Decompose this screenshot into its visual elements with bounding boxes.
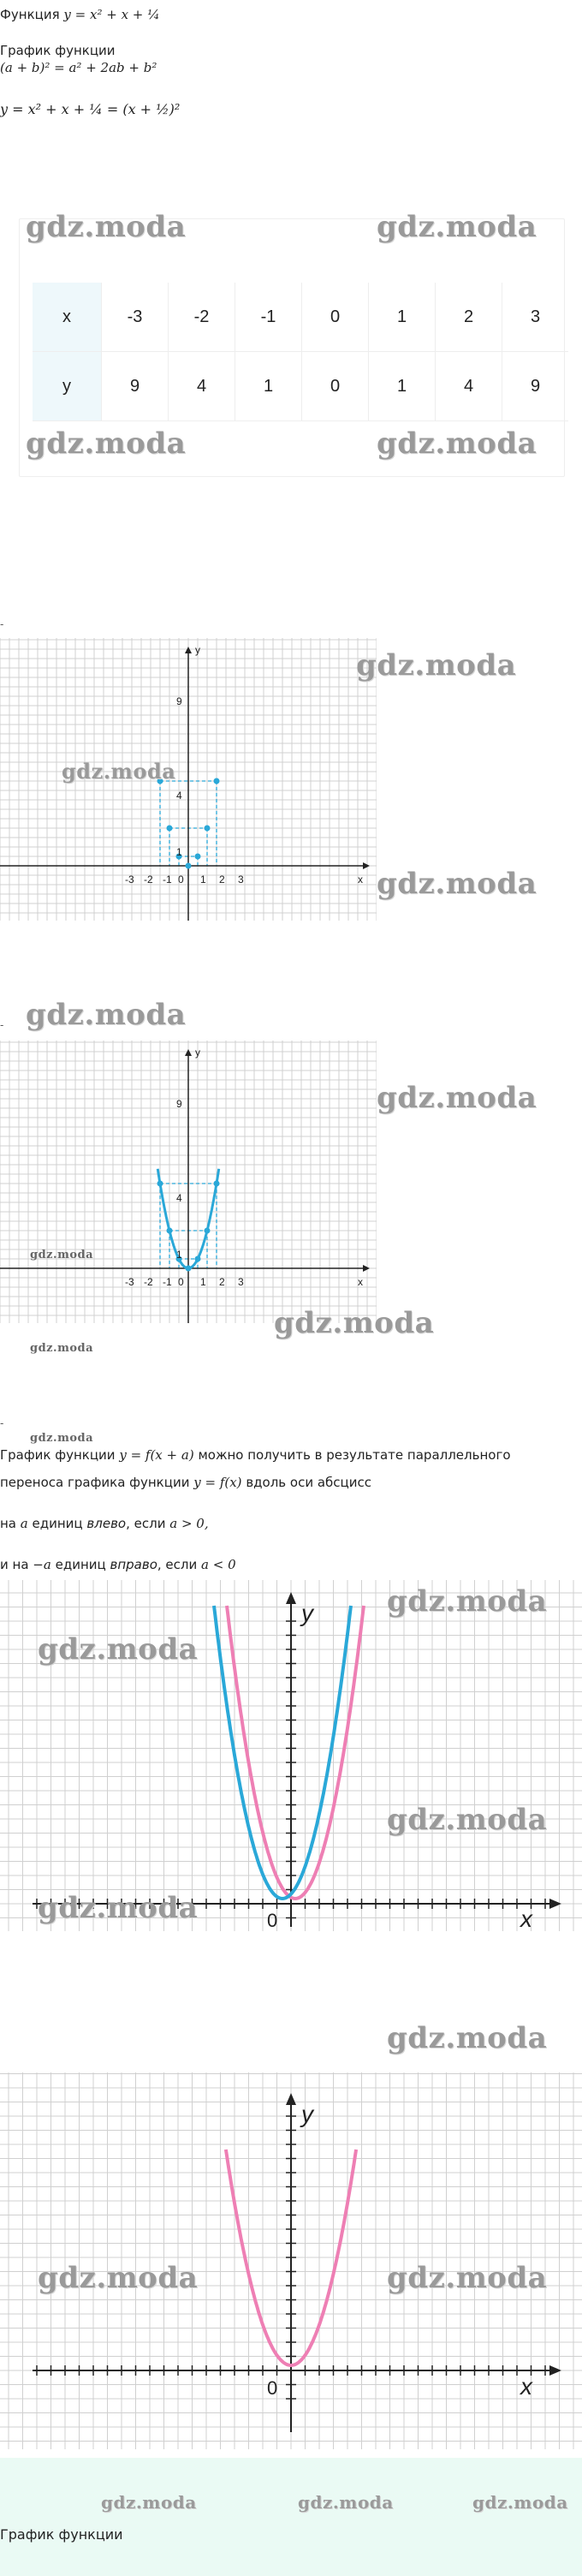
y-arrow-icon [185, 647, 192, 653]
formula: a [20, 1516, 28, 1531]
tick-label: -2 [144, 1276, 153, 1288]
tick-label: -2 [144, 874, 153, 886]
formula: a < 0 [201, 1557, 236, 1572]
watermark: gdz.moda [377, 210, 537, 244]
watermark: gdz.moda [101, 2492, 197, 2513]
table-cell: 0 [302, 283, 369, 352]
table-cell: -2 [169, 283, 235, 352]
y-arrow-icon [185, 1049, 192, 1056]
square-formula: (a + b)² = a² + 2ab + b² [0, 60, 157, 75]
table-cell: 0 [302, 352, 369, 421]
y-arrow-icon [286, 2093, 296, 2105]
tick-label: -1 [163, 1276, 172, 1288]
tick-label: 9 [176, 695, 182, 707]
text: и на [0, 1557, 29, 1572]
watermark: gdz.moda [387, 2261, 548, 2295]
watermark: gdz.moda [387, 1584, 548, 1619]
footer-title: График функции [0, 2526, 123, 2543]
y-axis-label: y [195, 1046, 200, 1058]
watermark: gdz.moda [387, 2021, 548, 2055]
watermark: gdz.moda [356, 648, 517, 683]
tick-label: -3 [125, 874, 134, 886]
tick-label: 1 [200, 874, 206, 886]
tick-label: 3 [238, 1276, 244, 1288]
y-arrow-icon [286, 1592, 296, 1604]
graph-title: График функции [0, 43, 116, 58]
tick-label: 0 [178, 874, 184, 886]
x-axis-label: x [358, 1276, 363, 1288]
header-text: Функция [0, 7, 60, 22]
text: единиц [32, 1516, 83, 1531]
shift-paragraph-1 [0, 1447, 511, 1463]
watermark: gdz.moda [26, 998, 187, 1032]
text: можно получить в результате параллельного [198, 1447, 511, 1463]
table-cell: 4 [436, 352, 502, 421]
emphasis: вправо [110, 1557, 157, 1572]
text: , если [157, 1557, 198, 1572]
table-cell: 4 [169, 352, 235, 421]
watermark: gdz.moda [30, 1432, 94, 1445]
text: на [0, 1516, 16, 1531]
text: , если [126, 1516, 166, 1531]
points-graph [0, 638, 377, 921]
tick-label: 4 [176, 1192, 182, 1204]
tick-label: -3 [125, 1276, 134, 1288]
header-formula: y = x² + x + ¼ [63, 7, 160, 22]
table-row-label-x: x [33, 283, 102, 352]
x-arrow-icon [363, 1265, 370, 1272]
tick-label: 3 [238, 874, 244, 886]
watermark: gdz.moda [26, 426, 187, 461]
tick-label: 1 [176, 1249, 182, 1261]
data-point [214, 1181, 220, 1187]
parabola-graph [0, 1041, 377, 1323]
watermark: gdz.moda [30, 1249, 94, 1261]
x-axis-label: x [358, 874, 363, 886]
y-axis-label: y [301, 1600, 313, 1626]
watermark: gdz.moda [38, 2261, 199, 2295]
data-point [157, 1181, 163, 1187]
tick-label: 0 [178, 1276, 184, 1288]
table-cell: 2 [436, 283, 502, 352]
data-point [186, 1266, 192, 1272]
tick-label: 2 [219, 1276, 225, 1288]
table-cell: -3 [102, 283, 169, 352]
formula: y = f(x + a) [119, 1447, 194, 1463]
tick-label: 1 [176, 846, 182, 858]
data-point [205, 1228, 211, 1234]
text: единиц [55, 1557, 106, 1572]
data-point [167, 1228, 173, 1234]
axes [0, 644, 370, 921]
watermark: gdz.moda [38, 1632, 199, 1667]
tick-label: 4 [176, 790, 182, 802]
watermark: gdz.moda [377, 1081, 537, 1115]
data-point [195, 1256, 201, 1262]
table-cell: 1 [235, 352, 302, 421]
watermark: gdz.moda [472, 2492, 568, 2513]
data-point [186, 863, 192, 869]
watermark: gdz.moda [298, 2492, 394, 2513]
formula: −a [33, 1557, 51, 1572]
x-axis-label: x [520, 1905, 532, 1931]
watermark: gdz.moda [38, 1891, 199, 1925]
shift-paragraph-2 [0, 1475, 371, 1490]
table-cell: -1 [235, 283, 302, 352]
table-cell: 9 [102, 352, 169, 421]
text: График функции [0, 1447, 116, 1463]
table-row [33, 283, 568, 352]
text: переноса графика функции [0, 1475, 190, 1490]
data-point [167, 826, 173, 832]
data-point [205, 826, 211, 832]
table-row [33, 352, 568, 421]
axes [0, 1046, 370, 1323]
watermark: gdz.moda [26, 210, 187, 244]
values-table [33, 283, 568, 421]
y-axis-label: y [195, 644, 200, 656]
function-formula: y = x² + x + ¼ = (x + ½)² [0, 101, 181, 117]
x-axis-label: x [520, 2373, 532, 2400]
table-cell: 9 [502, 352, 569, 421]
tick-label: 1 [200, 1276, 206, 1288]
table-cell: 3 [502, 283, 569, 352]
tick-label: 2 [219, 874, 225, 886]
watermark: gdz.moda [377, 867, 537, 901]
origin-label: 0 [267, 1910, 278, 1931]
watermark: gdz.moda [274, 1306, 435, 1340]
text: вдоль оси абсцисс [246, 1475, 371, 1490]
y-axis-label: y [301, 2101, 313, 2127]
shift-rule-left [0, 1516, 209, 1531]
watermark: gdz.moda [30, 1342, 94, 1355]
header-line-1 [0, 7, 160, 22]
table-row-label-y: y [33, 352, 102, 421]
tick-label: -1 [163, 874, 172, 886]
shift-rule-right [0, 1557, 236, 1572]
watermark: gdz.moda [62, 759, 176, 784]
formula: a > 0, [169, 1516, 209, 1531]
x-arrow-icon [363, 862, 370, 869]
data-point [195, 854, 201, 860]
footer-band [0, 2458, 582, 2576]
watermark: gdz.moda [387, 1803, 548, 1837]
formula: y = f(x) [193, 1475, 242, 1490]
watermark: gdz.moda [377, 426, 537, 461]
table-cell: 1 [369, 283, 436, 352]
data-point [214, 778, 220, 784]
tick-label: 9 [176, 1098, 182, 1110]
table-cell: 1 [369, 352, 436, 421]
emphasis: влево [86, 1516, 127, 1531]
origin-label: 0 [267, 2377, 278, 2399]
